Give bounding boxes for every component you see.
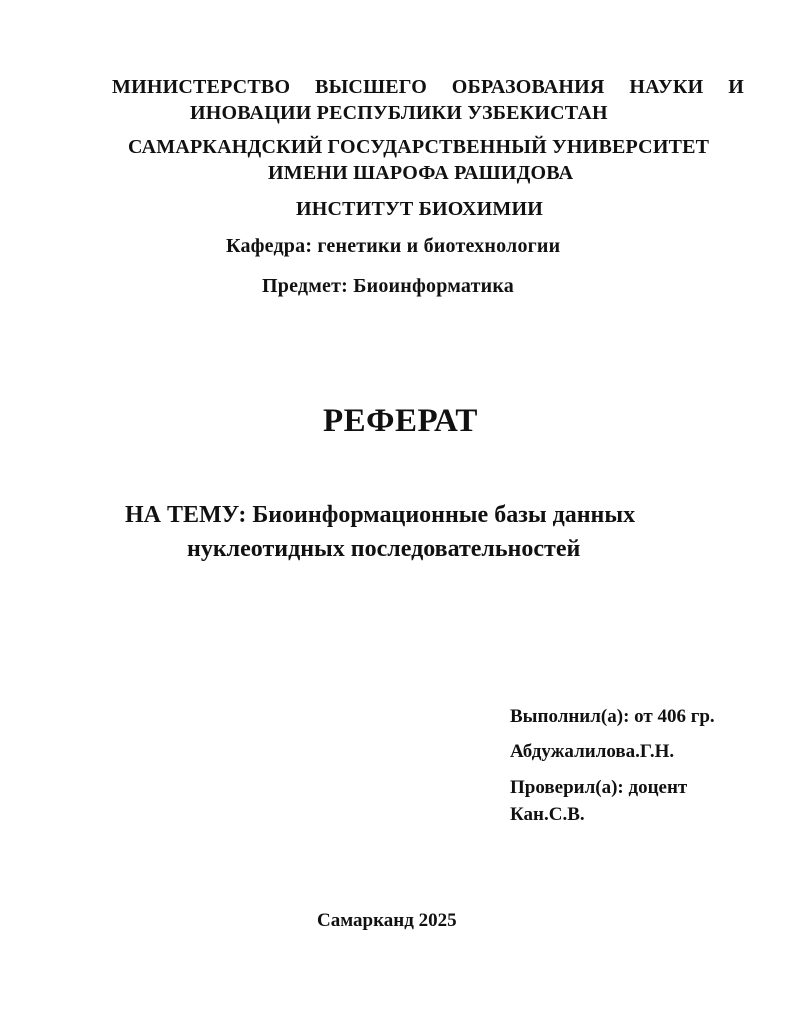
subject-heading: Предмет: Биоинформатика: [262, 275, 514, 297]
ministry-line-1: [112, 77, 744, 97]
report-topic-line-1: НА ТЕМУ: Биоинформационные базы данных: [125, 502, 636, 528]
teacher-name: Кан.С.В.: [510, 804, 585, 825]
ministry-word-4: НАУКИ: [629, 76, 704, 98]
department-heading: Кафедра: генетики и биотехнологии: [226, 235, 561, 257]
ministry-line-2: ИНОВАЦИИ РЕСПУБЛИКИ УЗБЕКИСТАН: [190, 102, 608, 124]
ministry-word-5: И: [728, 76, 744, 98]
report-topic-line-2: нуклеотидных последовательностей: [187, 536, 581, 562]
university-line-1: САМАРКАНДСКИЙ ГОСУДАРСТВЕННЫЙ УНИВЕРСИТЕТ: [128, 136, 710, 158]
city-year-footer: Самарканд 2025: [317, 910, 457, 931]
ministry-word-1: МИНИСТЕРСТВО: [112, 76, 291, 98]
performed-by-label: Выполнил(а): от 406 гр.: [510, 706, 715, 727]
ministry-word-2: ВЫСШЕГО: [315, 76, 427, 98]
institute-heading: ИНСТИТУТ БИОХИМИИ: [296, 198, 543, 220]
ministry-word-3: ОБРАЗОВАНИЯ: [451, 76, 605, 98]
university-line-2: ИМЕНИ ШАРОФА РАШИДОВА: [268, 162, 574, 184]
student-name: Абдужалилова.Г.Н.: [510, 741, 675, 762]
report-title: РЕФЕРАТ: [323, 403, 478, 439]
checked-by-label: Проверил(а): доцент: [510, 777, 688, 798]
